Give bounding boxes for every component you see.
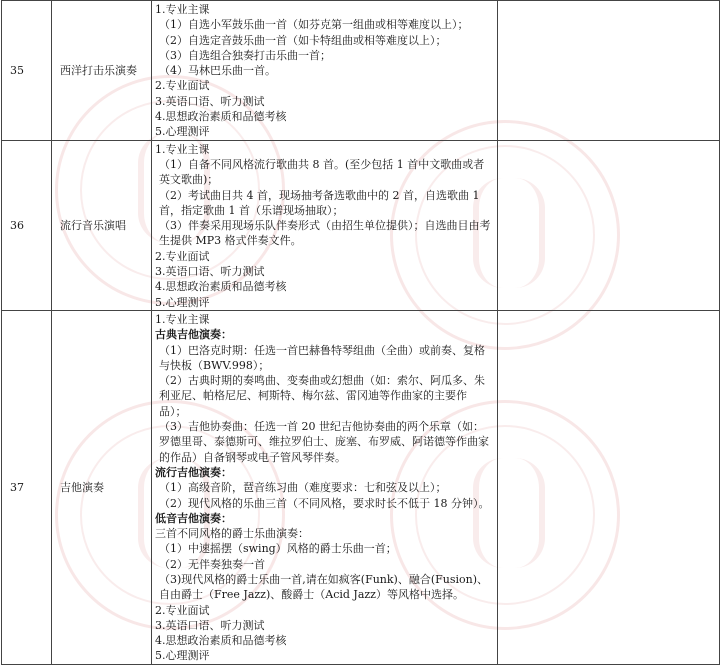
section-heading: 古典吉他演奏： bbox=[155, 328, 232, 342]
requirement-line: （1）自选小军鼓乐曲一首（如芬克第一组曲或相等难度以上）； bbox=[159, 18, 469, 32]
requirement-line: 2.专业面试 bbox=[155, 79, 210, 93]
row-number: 35 bbox=[2, 1, 52, 141]
exam-requirements-table bbox=[1, 0, 720, 665]
table-row bbox=[2, 1, 720, 141]
requirement-line: 3.英语口语、听力测试 bbox=[155, 265, 265, 279]
requirement-line: 3.英语口语、听力测试 bbox=[155, 618, 265, 632]
requirement-line: 三首不同风格的爵士乐曲演奏： bbox=[155, 527, 309, 541]
requirement-line: 5.心理测评 bbox=[155, 125, 210, 139]
requirement-line: （2）自选定音鼓乐曲一首（如卡特组曲或相等难度以上）； bbox=[159, 33, 447, 47]
requirement-line: （4）马林巴乐曲一首。 bbox=[159, 64, 276, 78]
requirement-line: （3）伴奏采用现场乐队伴奏形式（由招生单位提供）；自选曲目由考生提供 MP3 格式伴奏文件。 bbox=[159, 219, 491, 248]
requirement-line: 4.思想政治素质和品德考核 bbox=[155, 110, 287, 124]
requirement-line: 4.思想政治素质和品德考核 bbox=[155, 280, 287, 294]
requirement-line: （1）高级音阶，琶音练习曲（难度要求：七和弦及以上）； bbox=[159, 481, 447, 495]
requirement-line: （2）现代风格的乐曲三首（不同风格，要求时长不低于 18 分钟）。 bbox=[159, 496, 490, 510]
table-row bbox=[2, 140, 720, 310]
section-heading: 流行吉他演奏： bbox=[155, 465, 232, 479]
requirement-line: （2）考试曲目共 4 首，现场抽考备选歌曲中的 2 首，自选歌曲 1 首，指定歌曲 1 首（乐谱现场抽取）； bbox=[159, 188, 480, 217]
requirement-line: （2）古典时期的奏鸣曲、变奏曲或幻想曲（如：索尔、阿瓜多、朱利亚尼、帕格尼尼、柯斯特、梅尔兹、雷冈迪等作曲家的主要作品）； bbox=[159, 374, 485, 418]
requirement-line: 1.专业主课 bbox=[155, 142, 210, 156]
requirements-cell bbox=[152, 140, 498, 310]
empty-cell bbox=[498, 310, 720, 664]
requirement-line: （3）自选组合独奏打击乐曲一首； bbox=[159, 48, 331, 62]
requirement-line: 2.专业面试 bbox=[155, 603, 210, 617]
requirement-line: 5.心理测评 bbox=[155, 649, 210, 663]
row-number: 36 bbox=[2, 140, 52, 310]
requirement-line: 5.心理测评 bbox=[155, 295, 210, 309]
requirement-line: 1.专业主课 bbox=[155, 3, 210, 16]
requirement-line: 3.英语口语、听力测试 bbox=[155, 94, 265, 108]
program-name: 西洋打击乐演奏 bbox=[52, 1, 152, 141]
requirement-line: （1）自备不同风格流行歌曲共 8 首。(至少包括 1 首中文歌曲或者英文歌曲)； bbox=[159, 157, 485, 187]
requirement-line: 1.专业主课 bbox=[155, 312, 210, 326]
requirement-line: 4.思想政治素质和品德考核 bbox=[155, 634, 287, 648]
requirement-line: （1）中速摇摆（swing）风格的爵士乐曲一首； bbox=[159, 542, 397, 556]
requirement-line: （3)现代风格的爵士乐曲一首,请在如疯客(Funk)、融合(Fusion)、自由爵士（Free Jazz)、酸爵士（Acid Jazz）等风格中选择。 bbox=[159, 572, 489, 602]
requirements-cell bbox=[152, 310, 498, 664]
empty-cell bbox=[498, 140, 720, 310]
row-number: 37 bbox=[2, 310, 52, 664]
empty-cell bbox=[498, 1, 720, 141]
requirement-line: （3）吉他协奏曲：任选一首 20 世纪吉他协奏曲的两个乐章（如：罗德里哥、泰德斯可、维拉罗伯士、庞塞、布罗威、阿诺德等作曲家的作品）自备钢琴或电子管风琴伴奏。 bbox=[159, 420, 489, 464]
requirement-line: （1）巴洛克时期：任选一首巴赫鲁特琴组曲（全曲）或前奏、复格与快板（BWV.998）； bbox=[159, 343, 485, 372]
table-row bbox=[2, 310, 720, 664]
requirement-line: （2）无伴奏独奏一首 bbox=[159, 557, 265, 571]
requirements-cell bbox=[152, 1, 498, 141]
section-heading: 低音吉他演奏： bbox=[155, 511, 232, 525]
program-name: 流行音乐演唱 bbox=[52, 140, 152, 310]
requirement-line: 2.专业面试 bbox=[155, 249, 210, 263]
program-name: 吉他演奏 bbox=[52, 310, 152, 664]
